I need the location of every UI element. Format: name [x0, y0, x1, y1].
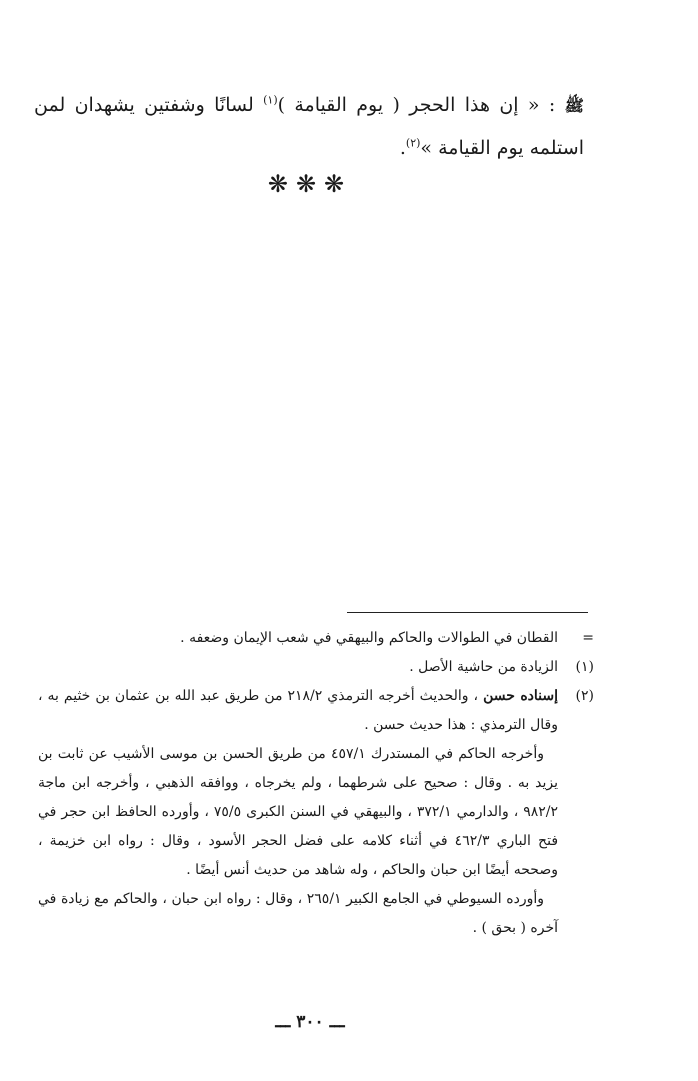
- main-text-part-1: : « إن هذا الحجر ( يوم القيامة ): [277, 94, 565, 116]
- footnote-paragraph: وأورده السيوطي في الجامع الكبير ٢٦٥/١ ، وقال : رواه ابن حبان ، والحاكم مع زيادة في آخره ( بحق ) .: [38, 891, 558, 936]
- footnote-continuation: [38, 624, 594, 653]
- section-ornaments: ❋❋❋: [267, 170, 353, 198]
- footnote-text: ، والحديث أخرجه الترمذي ٢١٨/٢ من طريق عبد الله بن عثمان بن خثيم به ، وقال الترمذي : هذا حديث حسن .: [38, 688, 558, 733]
- footnote-paragraph: القطان في الطوالات والحاكم والبيهقي في شعب الإيمان وضعفه .: [180, 630, 558, 646]
- footnote-body: [38, 624, 558, 653]
- footnote-body: [38, 653, 558, 682]
- footnote-ref-2[interactable]: (٢): [405, 136, 421, 150]
- main-text: [34, 84, 584, 169]
- footnote-mark: (٢): [575, 688, 594, 704]
- salutation-seal: ﷺ: [564, 96, 584, 115]
- page-number: ـــ ٣٠٠ ـــ: [275, 1012, 345, 1032]
- grading-label: إسناده حسن: [483, 688, 558, 704]
- footnote-mark: (١): [575, 659, 594, 675]
- footnotes: [38, 624, 594, 943]
- footnote-paragraph: وأخرجه الحاكم في المستدرك ٤٥٧/١ من طريق الحسن بن موسى الأشيب عن ثابت بن يزيد به . وقال : صحيح على شرطهما ، ولم يخرجاه ، ووافقه الذهبي ، وأخرجه ابن ماجة ٩٨٢/٢ ، والدارمي ٣٧٢/١ ، والبيهقي في السنن الكبرى ٧٥/٥ ، وأورده الحافظ ابن حجر في فتح الباري ٤٦٢/٣ في أثناء كلامه على فضل الحجر الأسود ، وقال : رواه ابن خزيمة ، وصححه أيضًا ابن حبان والحاكم ، وله شاهد من حديث أنس أيضًا .: [38, 746, 559, 878]
- footnote-ref-1[interactable]: (١): [263, 93, 278, 107]
- footnote-paragraph: [38, 682, 558, 740]
- footnote-1: [38, 653, 594, 682]
- footnote-divider: [347, 612, 588, 613]
- main-text-part-3: .: [399, 137, 406, 159]
- footnote-paragraph: الزيادة من حاشية الأصل .: [409, 659, 558, 675]
- footnote-2: [38, 682, 594, 943]
- main-text-part-2: لسانًا وشفتين يشهدان لمن استلمه يوم القيامة »: [34, 94, 584, 159]
- footnote-body: [38, 682, 558, 943]
- footnote-mark: =: [582, 630, 594, 646]
